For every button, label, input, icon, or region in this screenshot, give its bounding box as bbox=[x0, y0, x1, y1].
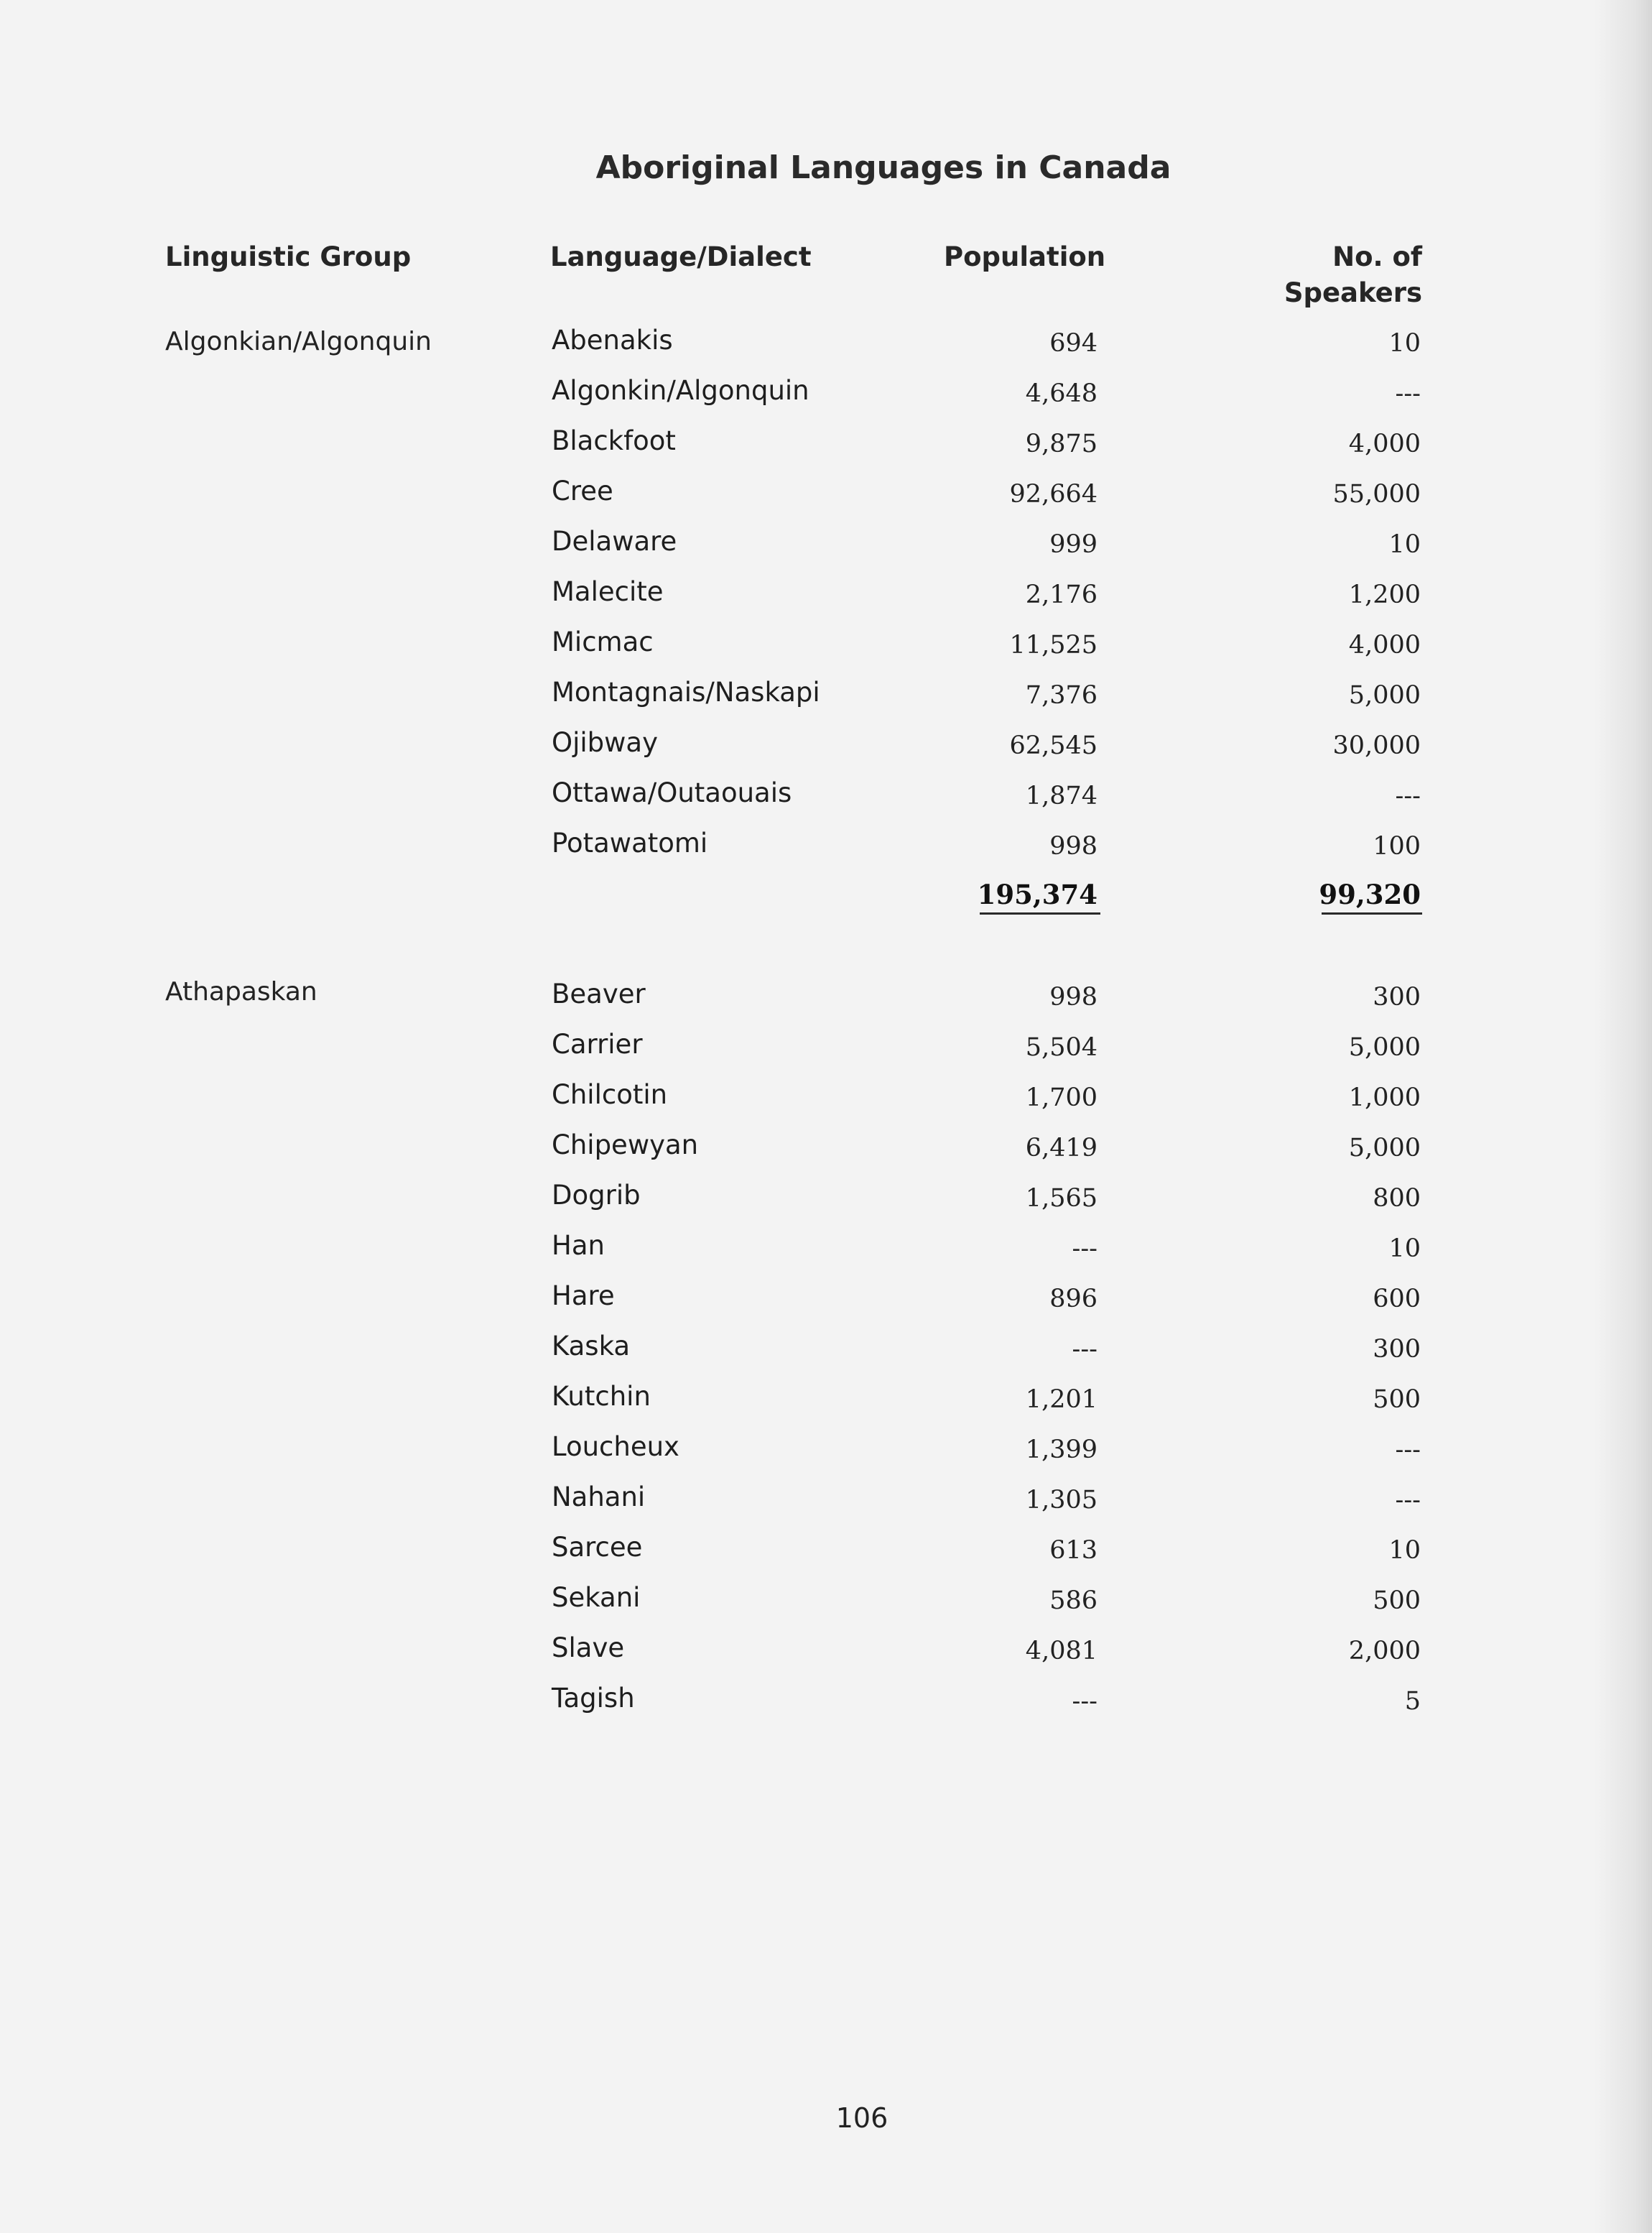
table-row bbox=[0, 576, 1652, 627]
language-cell: Potawatomi bbox=[552, 828, 708, 859]
speakers-cell: 4,000 bbox=[1348, 631, 1421, 660]
speakers-cell: 10 bbox=[1388, 329, 1421, 358]
population-cell: 4,081 bbox=[1025, 1637, 1098, 1665]
population-cell: 1,305 bbox=[1025, 1486, 1098, 1515]
speakers-cell: 300 bbox=[1373, 1335, 1421, 1364]
table-row bbox=[0, 677, 1652, 727]
speakers-cell: 300 bbox=[1373, 983, 1421, 1012]
speakers-cell: 2,000 bbox=[1348, 1637, 1421, 1665]
language-cell: Malecite bbox=[552, 576, 664, 607]
table-row bbox=[0, 1532, 1652, 1582]
column-header-speakers-line2: Speakers bbox=[1284, 277, 1422, 308]
language-cell: Han bbox=[552, 1230, 605, 1261]
language-cell: Carrier bbox=[552, 1029, 643, 1060]
speakers-cell: 10 bbox=[1388, 1536, 1421, 1565]
language-cell: Loucheux bbox=[552, 1431, 679, 1462]
language-cell: Delaware bbox=[552, 526, 677, 557]
speakers-cell: 10 bbox=[1388, 1234, 1421, 1263]
table-row bbox=[0, 1280, 1652, 1331]
table-row bbox=[0, 1129, 1652, 1180]
population-cell: 5,504 bbox=[1025, 1033, 1098, 1062]
speakers-cell: 5,000 bbox=[1348, 1134, 1421, 1162]
table-row bbox=[0, 375, 1652, 425]
language-cell: Kutchin bbox=[552, 1381, 651, 1412]
language-cell: Micmac bbox=[552, 627, 654, 657]
speakers-cell: 5,000 bbox=[1348, 681, 1421, 710]
table-row bbox=[0, 1632, 1652, 1683]
population-cell: --- bbox=[1072, 1335, 1098, 1364]
column-header-speakers bbox=[1207, 239, 1422, 311]
group-label-athapaskan: Athapaskan bbox=[165, 977, 317, 1007]
speakers-cell: 500 bbox=[1373, 1586, 1421, 1615]
total-population: 195,374 bbox=[977, 879, 1098, 910]
table-row bbox=[0, 1431, 1652, 1481]
population-cell: 1,700 bbox=[1025, 1083, 1098, 1112]
total-underline-population bbox=[980, 912, 1100, 915]
language-cell: Slave bbox=[552, 1632, 625, 1663]
population-cell: 998 bbox=[1049, 832, 1098, 861]
table-row bbox=[0, 1481, 1652, 1532]
table-row bbox=[0, 1381, 1652, 1431]
total-underline-speakers bbox=[1322, 912, 1422, 915]
speakers-cell: --- bbox=[1395, 379, 1421, 408]
population-cell: 92,664 bbox=[1009, 480, 1098, 509]
language-cell: Chilcotin bbox=[552, 1079, 668, 1110]
population-cell: 11,525 bbox=[1009, 631, 1098, 660]
language-cell: Sekani bbox=[552, 1582, 641, 1613]
speakers-cell: 1,200 bbox=[1348, 581, 1421, 609]
language-cell: Abenakis bbox=[552, 325, 673, 356]
speakers-cell: --- bbox=[1395, 1436, 1421, 1464]
speakers-cell: 5,000 bbox=[1348, 1033, 1421, 1062]
total-speakers: 99,320 bbox=[1319, 879, 1421, 910]
language-cell: Nahani bbox=[552, 1481, 646, 1512]
language-cell: Sarcee bbox=[552, 1532, 643, 1563]
population-cell: 6,419 bbox=[1025, 1134, 1098, 1162]
population-cell: --- bbox=[1072, 1687, 1098, 1716]
language-cell: Hare bbox=[552, 1280, 615, 1311]
table-row bbox=[0, 1029, 1652, 1079]
table-row bbox=[0, 1079, 1652, 1129]
table-row bbox=[0, 425, 1652, 476]
language-cell: Blackfoot bbox=[552, 425, 676, 456]
language-cell: Algonkin/Algonquin bbox=[552, 375, 809, 406]
population-cell: 2,176 bbox=[1025, 581, 1098, 609]
speakers-cell: 30,000 bbox=[1332, 731, 1421, 760]
table-row bbox=[0, 476, 1652, 526]
language-cell: Dogrib bbox=[552, 1180, 641, 1211]
column-header-population: Population bbox=[944, 241, 1106, 272]
table-row bbox=[0, 1582, 1652, 1632]
language-cell: Tagish bbox=[552, 1683, 635, 1714]
population-cell: 896 bbox=[1049, 1285, 1098, 1313]
population-cell: 1,565 bbox=[1025, 1184, 1098, 1213]
speakers-cell: 100 bbox=[1373, 832, 1421, 861]
population-cell: 1,201 bbox=[1025, 1385, 1098, 1414]
population-cell: 999 bbox=[1049, 530, 1098, 559]
language-cell: Beaver bbox=[552, 979, 646, 1009]
page-number: 106 bbox=[835, 2102, 888, 2134]
language-cell: Chipewyan bbox=[552, 1129, 699, 1160]
speakers-cell: 55,000 bbox=[1332, 480, 1421, 509]
table-row bbox=[0, 727, 1652, 777]
language-cell: Ojibway bbox=[552, 727, 658, 758]
column-header-speakers-line1: No. of bbox=[1332, 241, 1422, 272]
table-row bbox=[0, 1180, 1652, 1230]
column-header-linguistic-group: Linguistic Group bbox=[165, 241, 412, 272]
table-row bbox=[0, 1331, 1652, 1381]
table-row bbox=[0, 1230, 1652, 1280]
speakers-cell: 5 bbox=[1404, 1687, 1421, 1716]
speakers-cell: --- bbox=[1395, 1486, 1421, 1515]
table-row bbox=[0, 325, 1652, 375]
speakers-cell: 1,000 bbox=[1348, 1083, 1421, 1112]
language-cell: Ottawa/Outaouais bbox=[552, 777, 792, 808]
page-title: Aboriginal Languages in Canada bbox=[595, 149, 1171, 186]
speakers-cell: 600 bbox=[1373, 1285, 1421, 1313]
population-cell: 9,875 bbox=[1025, 430, 1098, 458]
table-row bbox=[0, 526, 1652, 576]
column-header-language: Language/Dialect bbox=[550, 241, 812, 272]
speakers-cell: --- bbox=[1395, 782, 1421, 810]
table-row bbox=[0, 777, 1652, 828]
population-cell: 998 bbox=[1049, 983, 1098, 1012]
language-cell: Montagnais/Naskapi bbox=[552, 677, 820, 708]
table-row bbox=[0, 1683, 1652, 1733]
population-cell: 4,648 bbox=[1025, 379, 1098, 408]
population-cell: 694 bbox=[1049, 329, 1098, 358]
population-cell: 1,874 bbox=[1025, 782, 1098, 810]
population-cell: 7,376 bbox=[1025, 681, 1098, 710]
table-row bbox=[0, 828, 1652, 878]
population-cell: 62,545 bbox=[1009, 731, 1098, 760]
language-cell: Cree bbox=[552, 476, 613, 507]
table-row bbox=[0, 627, 1652, 677]
population-cell: 586 bbox=[1049, 1586, 1098, 1615]
population-cell: --- bbox=[1072, 1234, 1098, 1263]
language-cell: Kaska bbox=[552, 1331, 631, 1361]
group-label-algonkian: Algonkian/Algonquin bbox=[165, 327, 432, 356]
speakers-cell: 4,000 bbox=[1348, 430, 1421, 458]
table-row bbox=[0, 979, 1652, 1029]
population-cell: 1,399 bbox=[1025, 1436, 1098, 1464]
population-cell: 613 bbox=[1049, 1536, 1098, 1565]
speakers-cell: 500 bbox=[1373, 1385, 1421, 1414]
speakers-cell: 10 bbox=[1388, 530, 1421, 559]
speakers-cell: 800 bbox=[1373, 1184, 1421, 1213]
